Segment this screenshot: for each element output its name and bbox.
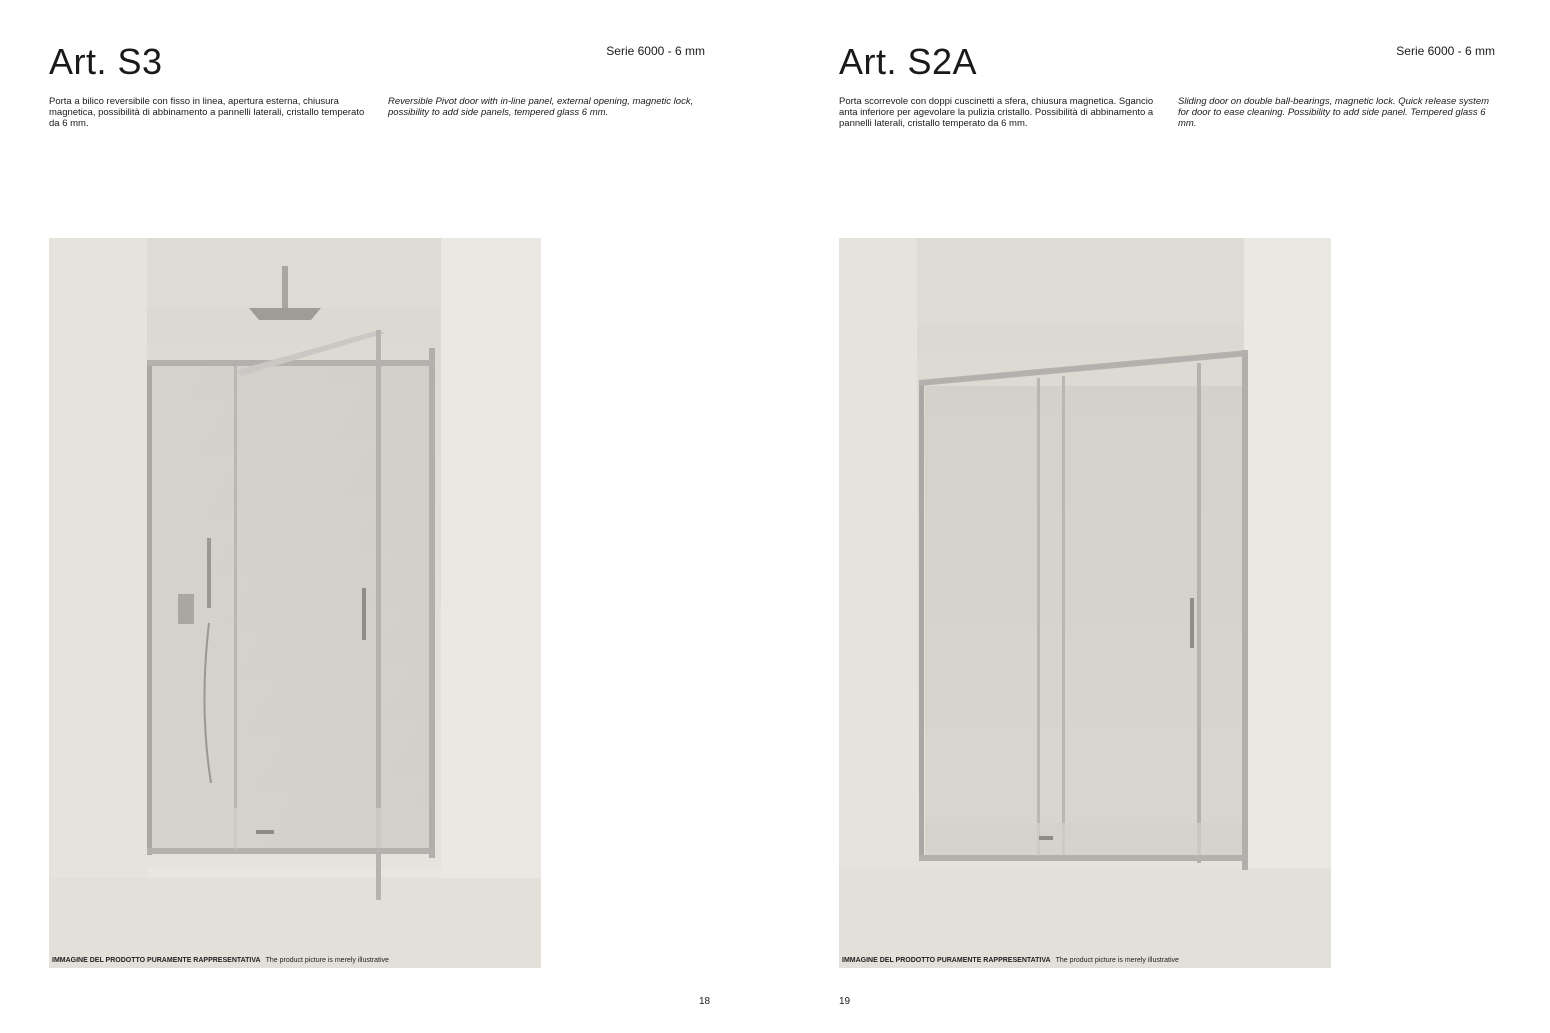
series-label: Serie 6000 - 6 mm [606,44,705,58]
product-title: Art. S2A [839,41,978,82]
shower-sliding-door-illustration [839,238,1331,968]
product-photo-s3 [49,238,541,968]
caption-disclaimer-italian: IMMAGINE DEL PRODOTTO PURAMENTE RAPPRESENTATIVA [52,957,261,964]
photo-caption [842,956,1179,965]
description-english: Reversible Pivot door with in-line panel, external opening, magnetic lock, possibility to add side panels, tempered glass 6 mm. [388,96,694,118]
series-label: Serie 6000 - 6 mm [1396,44,1495,58]
shower-pivot-door-illustration [49,238,541,968]
caption-disclaimer-italian: IMMAGINE DEL PRODOTTO PURAMENTE RAPPRESENTATIVA [842,957,1051,964]
description-italian: Porta a bilico reversibile con fisso in linea, apertura esterna, chiusura magnetica, possibilità di abbinamento a pannelli laterali, cristallo temperato da 6 mm. [49,96,365,129]
description-italian: Porta scorrevole con doppi cuscinetti a sfera, chiusura magnetica. Sgancio anta inferiore per agevolare la pulizia cristallo. Possibilità di abbinamento a pannelli laterali, cristallo temperato da 6 mm. [839,96,1154,129]
photo-caption [52,956,389,965]
page-number: 18 [699,996,711,1007]
caption-disclaimer-english: The product picture is merely illustrative [1055,957,1179,964]
description-english: Sliding door on double ball-bearings, magnetic lock. Quick release system for door to ease cleaning. Possibility to add side panel. Tempered glass 6 mm. [1178,96,1490,129]
product-photo-s2a [839,238,1331,968]
product-title: Art. S3 [49,41,163,82]
page-right [790,0,1550,1033]
page-number: 19 [839,996,851,1007]
caption-disclaimer-english: The product picture is merely illustrative [265,957,389,964]
